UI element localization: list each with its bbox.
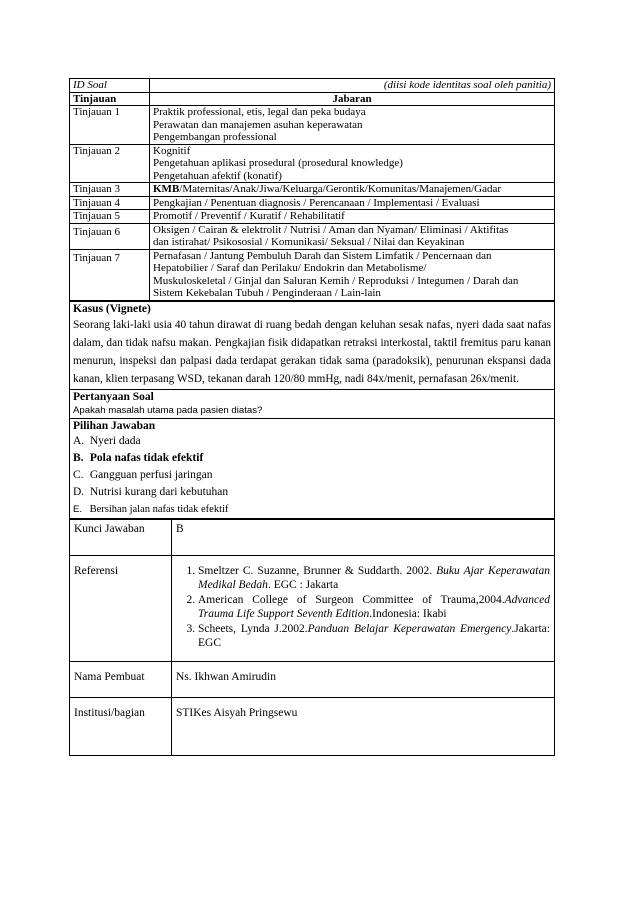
referensi-label: Referensi <box>70 555 172 661</box>
option-key: B. <box>73 451 84 464</box>
option-e <box>73 501 551 518</box>
tinjauan-label: Tinjauan 4 <box>70 196 150 210</box>
option-text: Gangguan perfusi jaringan <box>89 468 213 481</box>
jabaran-header: Jabaran <box>150 92 555 106</box>
jabaran-line: Pernafasan / Jantung Pembuluh Darah dan Sistem Limfatik / Pencernaan dan <box>153 249 492 262</box>
ref-title: Buku Ajar Keperawatan Medikal Bedah <box>198 564 550 591</box>
option-c <box>73 467 551 484</box>
jabaran-line: Muskuloskeletal / Ginjal dan Saluran Kemih / Reproduksi / Integumen / Darah dan <box>153 274 519 287</box>
ref-text: American College of Surgeon Committee of Trauma,2004. <box>198 593 505 606</box>
jabaran-line: Perawatan dan manajemen asuhan keperawatan <box>153 118 363 131</box>
option-b <box>73 450 551 467</box>
tinjauan-row-1 <box>70 106 555 145</box>
header-row <box>70 92 555 106</box>
option-key: E. <box>73 503 82 515</box>
tinjauan-content <box>150 144 555 183</box>
kunci-value: B <box>172 519 555 555</box>
option-key: A. <box>73 434 85 447</box>
id-note: (diisi kode identitas soal oleh panitia) <box>150 79 555 93</box>
pembuat-value: Ns. Ikhwan Amirudin <box>172 661 555 697</box>
kasus-title: Kasus (Vignete) <box>73 302 151 315</box>
ref-text: Scheets, Lynda J.2002. <box>198 622 308 635</box>
pembuat-row <box>70 661 555 697</box>
tinjauan-row-4 <box>70 196 555 210</box>
tinjauan-row-5 <box>70 210 555 224</box>
pembuat-label: Nama Pembuat <box>70 661 172 697</box>
option-key: D. <box>73 485 85 498</box>
question-form <box>69 78 555 756</box>
tinjauan-label: Tinjauan 5 <box>70 210 150 224</box>
tinjauan-row-3 <box>70 183 555 197</box>
jabaran-line: Pengetahuan aplikasi prosedural (prosedural knowledge) <box>153 157 403 169</box>
id-label: ID Soal <box>70 79 150 93</box>
ref-text: .Indonesia: Ikabi <box>369 607 447 620</box>
meta-table <box>69 519 555 756</box>
ref-text: .Jakarta: EGC <box>198 622 550 649</box>
tinjauan-header: Tinjauan <box>70 92 150 106</box>
referensi-row <box>70 555 555 661</box>
id-row <box>70 79 555 93</box>
pertanyaan-row <box>70 389 555 418</box>
option-text: Pola nafas tidak efektif <box>89 451 204 464</box>
referensi-item <box>198 564 550 592</box>
institusi-value: STIKes Aisyah Pringsewu <box>172 697 555 755</box>
kasus-cell <box>70 301 555 389</box>
tinjauan-content <box>150 106 555 145</box>
tinjauan-content <box>150 249 555 300</box>
institusi-row <box>70 697 555 755</box>
referensi-list <box>176 564 550 650</box>
jabaran-line: /Maternitas/Anak/Jiwa/Keluarga/Gerontik/Komunitas/Manajemen/Gadar <box>179 183 502 195</box>
option-text: Nutrisi kurang dari kebutuhan <box>89 485 229 498</box>
tinjauan-content <box>150 183 555 197</box>
ref-text: . EGC : Jakarta <box>267 578 339 591</box>
tinjauan-row-7 <box>70 249 555 300</box>
referensi-cell <box>172 555 555 661</box>
option-text: Bersihan jalan nafas tidak efektif <box>89 503 229 515</box>
kunci-label: Kunci Jawaban <box>70 519 172 555</box>
ref-title: Advanced Trauma Life Support Seventh Edition <box>198 593 550 620</box>
pertanyaan-text: Apakah masalah utama pada pasien diatas? <box>73 404 263 416</box>
referensi-item <box>198 622 550 650</box>
option-d <box>73 484 551 501</box>
tinjauan-content: Promotif / Preventif / Kuratif / Rehabilitatif <box>150 210 555 224</box>
pertanyaan-title: Pertanyaan Soal <box>73 390 154 403</box>
tinjauan-label: Tinjauan 6 <box>70 223 150 249</box>
ref-title: Panduan Belajar Keperawatan Emergency <box>307 622 512 635</box>
question-block-table <box>69 301 555 519</box>
pertanyaan-cell <box>70 389 555 418</box>
institusi-label: Institusi/bagian <box>70 697 172 755</box>
option-a <box>73 433 551 450</box>
option-key: C. <box>73 468 84 481</box>
pilihan-title: Pilihan Jawaban <box>73 419 156 432</box>
tinjauan-label: Tinjauan 1 <box>70 106 150 145</box>
tinjauan-table <box>69 78 555 301</box>
kmb-bold: KMB <box>153 183 180 195</box>
tinjauan-content <box>150 223 555 249</box>
jabaran-line: Pengembangan professional <box>153 131 277 143</box>
kasus-row <box>70 301 555 389</box>
kunci-row <box>70 519 555 555</box>
pilihan-row <box>70 418 555 518</box>
tinjauan-row-2 <box>70 144 555 183</box>
tinjauan-content: Pengkajian / Penentuan diagnosis / Perencanaan / Implementasi / Evaluasi <box>150 196 555 210</box>
pilihan-cell <box>70 418 555 518</box>
jabaran-line: Oksigen / Cairan & elektrolit / Nutrisi / Aman dan Nyaman/ Eliminasi / Aktifitas <box>153 223 509 236</box>
jabaran-line: Pengetahuan afektif (konatif) <box>153 169 282 182</box>
tinjauan-row-6 <box>70 223 555 249</box>
jabaran-line: Hepatobilier / Saraf dan Perilaku/ Endokrin dan Metabolisme/ <box>153 262 427 274</box>
option-text: Nyeri dada <box>89 434 141 447</box>
jabaran-line: Kognitif <box>153 144 191 157</box>
kasus-body: Seorang laki-laki usia 40 tahun dirawat di ruang bedah dengan keluhan sesak nafas, nyeri dada saat nafas dalam, dan tidak nafsu makan. Pengkajian fisik didapatkan retraksi interkostal, taktil fremitus paru kanan menurun, inspeksi dan palpasi dada terdapat gerakan tidak sama (paradoksik), penurunan ekspansi dada kanan, klien terpasang WSD, tekanan darah 120/80 mmHg, nadi 84x/menit, pernafasan 26x/menit. <box>73 318 551 386</box>
tinjauan-label: Tinjauan 2 <box>70 144 150 183</box>
tinjauan-label: Tinjauan 3 <box>70 183 150 197</box>
tinjauan-label: Tinjauan 7 <box>70 249 150 300</box>
jabaran-line: dan istirahat/ Psikososial / Komunikasi/ Seksual / Nilai dan Keyakinan <box>153 236 465 248</box>
referensi-item <box>198 593 550 621</box>
jabaran-line: Praktik professional, etis, legal dan peka budaya <box>153 106 366 118</box>
ref-text: Smeltzer C. Suzanne, Brunner & Suddarth. 2002. <box>198 564 437 577</box>
jabaran-line: Sistem Kekebalan Tubuh / Penginderaan / Lain-lain <box>153 287 381 299</box>
